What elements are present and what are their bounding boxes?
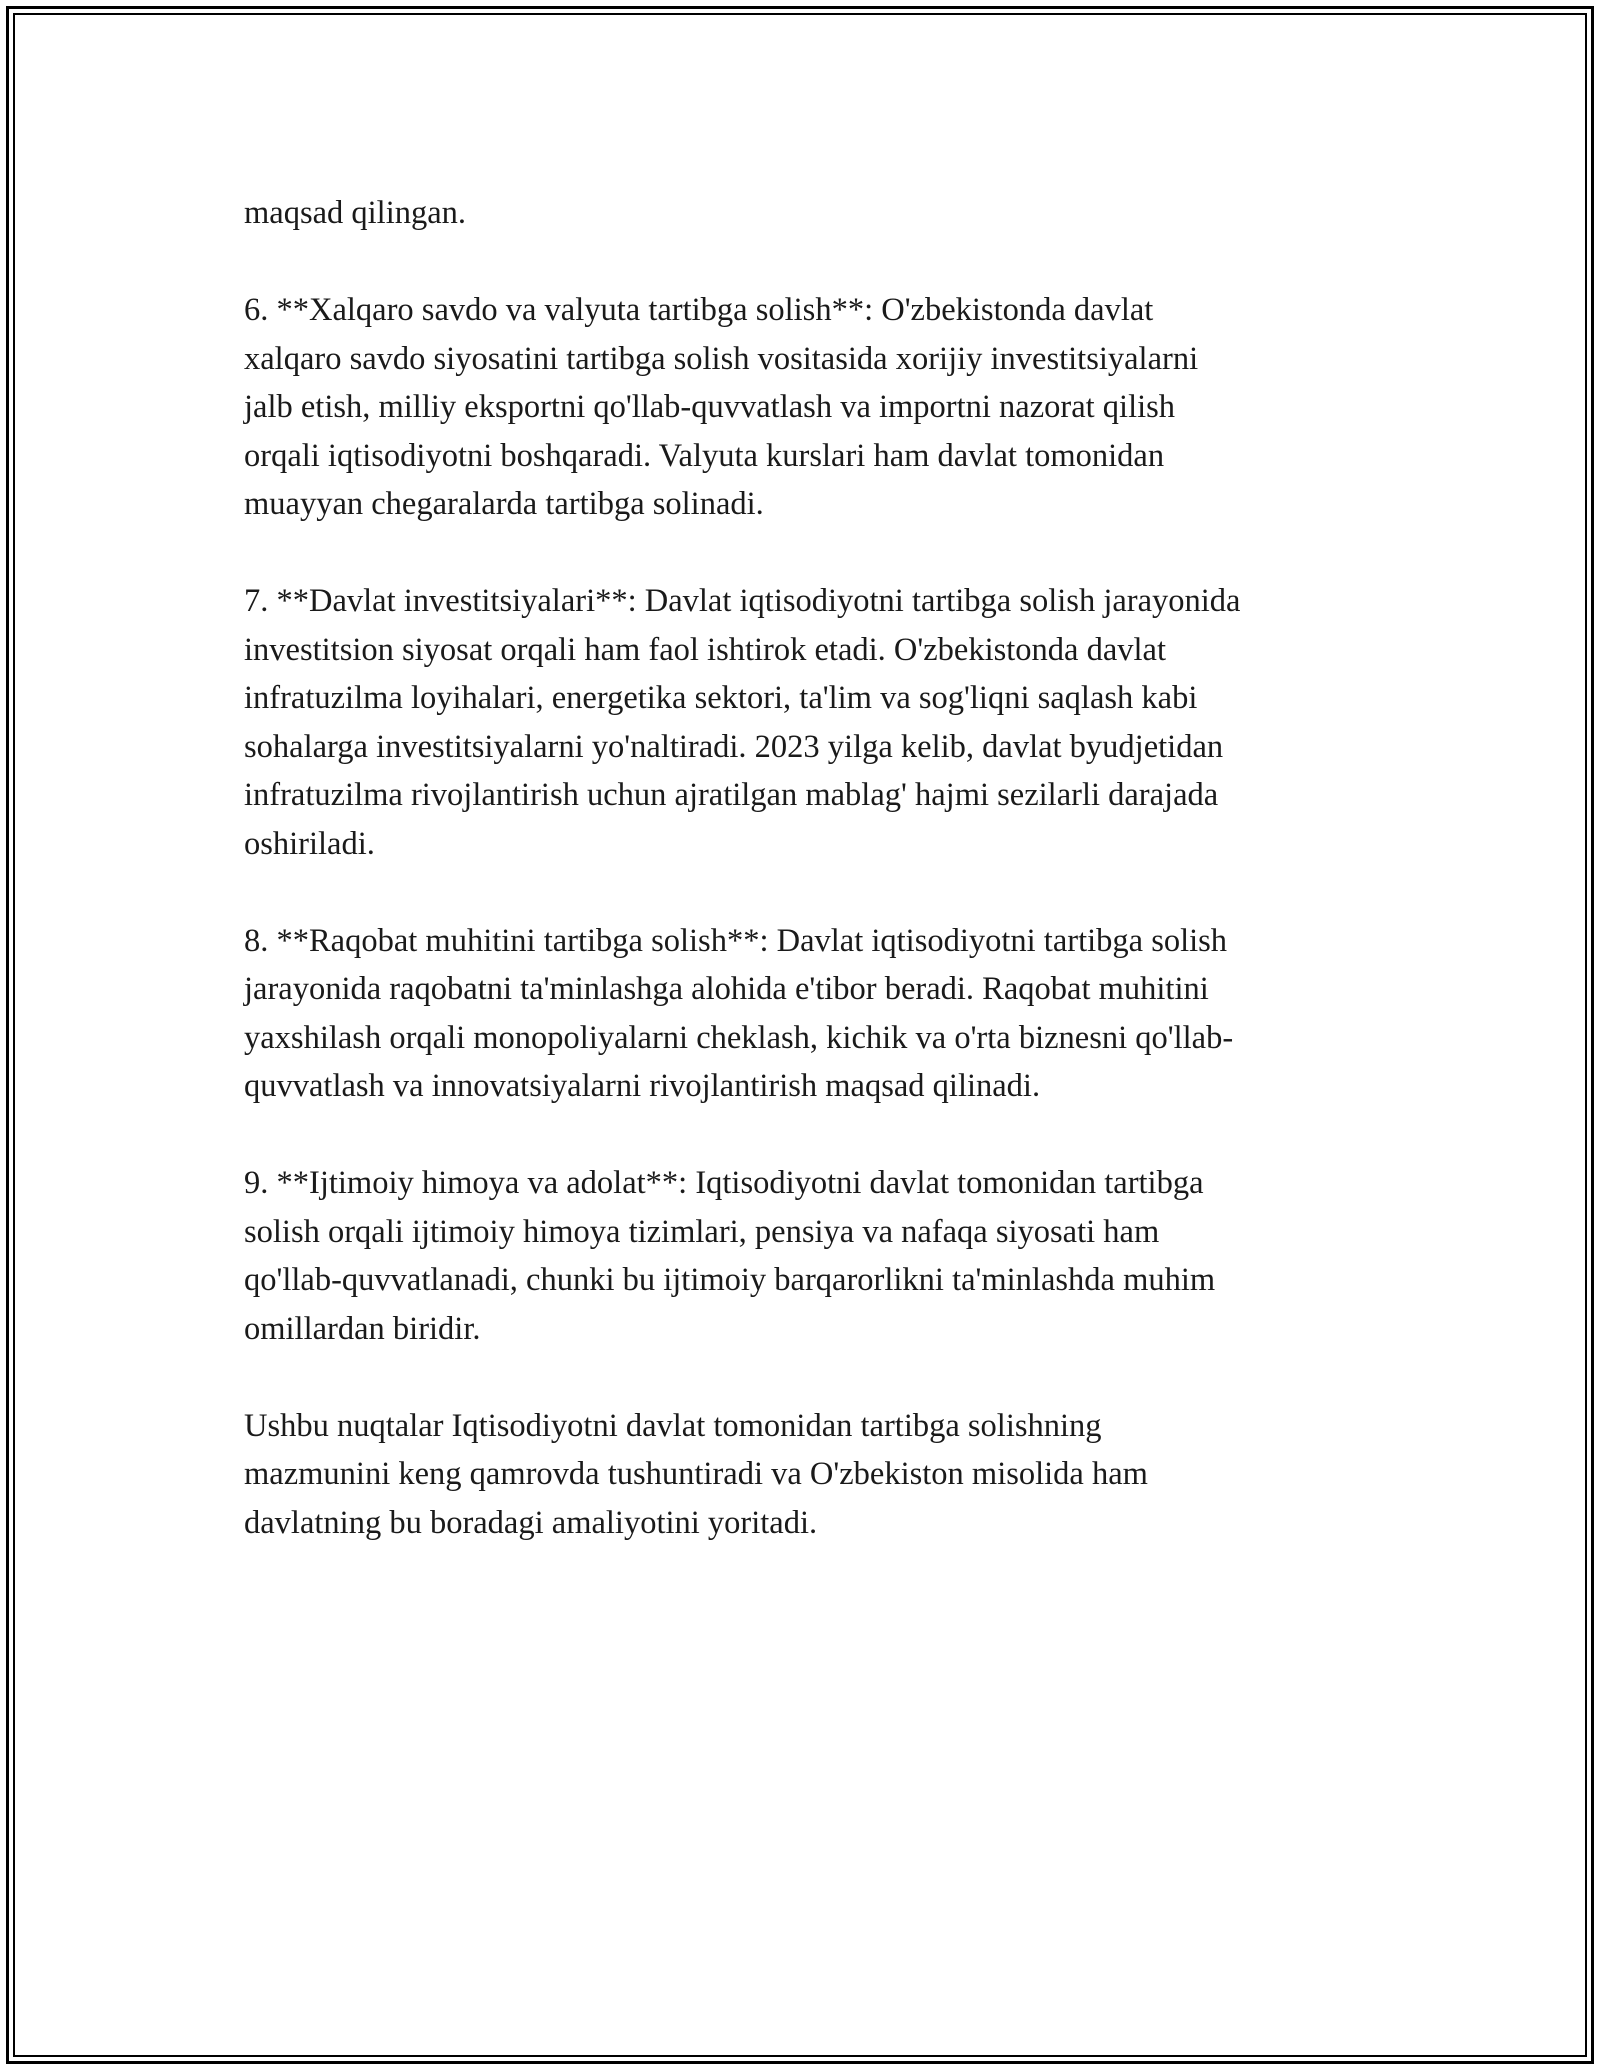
text-line: solish orqali ijtimoiy himoya tizimlari, pensiya va nafaqa siyosati ham — [244, 1213, 1160, 1250]
text-line: Ushbu nuqtalar Iqtisodiyotni davlat tomonidan tartibga solishning — [244, 1407, 1102, 1444]
text-line: omillardan biridir. — [244, 1310, 481, 1347]
paragraph-item-7 — [244, 577, 1404, 868]
text-line: investitsion siyosat orqali ham faol ishtirok etadi. O'zbekistonda davlat — [244, 631, 1166, 668]
paragraph-item-9 — [244, 1159, 1404, 1353]
paragraph-continuation — [244, 189, 1404, 238]
text-line: 9. **Ijtimoiy himoya va adolat**: Iqtisodiyotni davlat tomonidan tartibga — [244, 1165, 1204, 1201]
text-line: sohalarga investitsiyalarni yo'naltiradi. 2023 yilga kelib, davlat byudjetidan — [244, 728, 1224, 765]
document-body — [244, 189, 1404, 1596]
text-line: mazmunini keng qamrovda tushuntiradi va O'zbekiston misolida ham — [244, 1456, 1148, 1492]
paragraph-item-8 — [244, 917, 1404, 1111]
page-frame — [6, 6, 1594, 2064]
text-line: 6. **Xalqaro savdo va valyuta tartibga solish**: O'zbekistonda davlat — [244, 292, 1154, 328]
text-line: muayyan chegaralarda tartibga solinadi. — [244, 486, 764, 522]
text-line: jarayonida raqobatni ta'minlashga alohida e'tibor beradi. Raqobat muhitini — [244, 971, 1209, 1007]
paragraph-item-6 — [244, 286, 1404, 529]
text-line: infratuzilma loyihalari, energetika sektori, ta'lim va sog'liqni saqlash kabi — [244, 680, 1198, 716]
paragraph-conclusion — [244, 1402, 1404, 1548]
text-line: 7. **Davlat investitsiyalari**: Davlat iqtisodiyotni tartibga solish jarayonida — [244, 583, 1241, 619]
text-line: yaxshilash orqali monopoliyalarni cheklash, kichik va o'rta biznesni qo'llab- — [244, 1019, 1234, 1056]
text-line: oshiriladi. — [244, 825, 375, 862]
text-line: 8. **Raqobat muhitini tartibga solish**: Davlat iqtisodiyotni tartibga solish — [244, 922, 1228, 959]
text-line: infratuzilma rivojlantirish uchun ajratilgan mablag' hajmi sezilarli darajada — [244, 777, 1219, 813]
text-line: davlatning bu boradagi amaliyotini yoritadi. — [244, 1504, 818, 1541]
text-line: qo'llab-quvvatlanadi, chunki bu ijtimoiy barqarorlikni ta'minlashda muhim — [244, 1262, 1216, 1298]
text-line: jalb etish, milliy eksportni qo'llab-quvvatlash va importni nazorat qilish — [244, 389, 1176, 425]
text-line: xalqaro savdo siyosatini tartibga solish vositasida xorijiy investitsiyalarni — [244, 340, 1199, 377]
text-line: quvvatlash va innovatsiyalarni rivojlantirish maqsad qilinadi. — [244, 1068, 1041, 1104]
text-line: maqsad qilingan. — [244, 195, 467, 231]
text-line: orqali iqtisodiyotni boshqaradi. Valyuta kurslari ham davlat tomonidan — [244, 437, 1165, 474]
